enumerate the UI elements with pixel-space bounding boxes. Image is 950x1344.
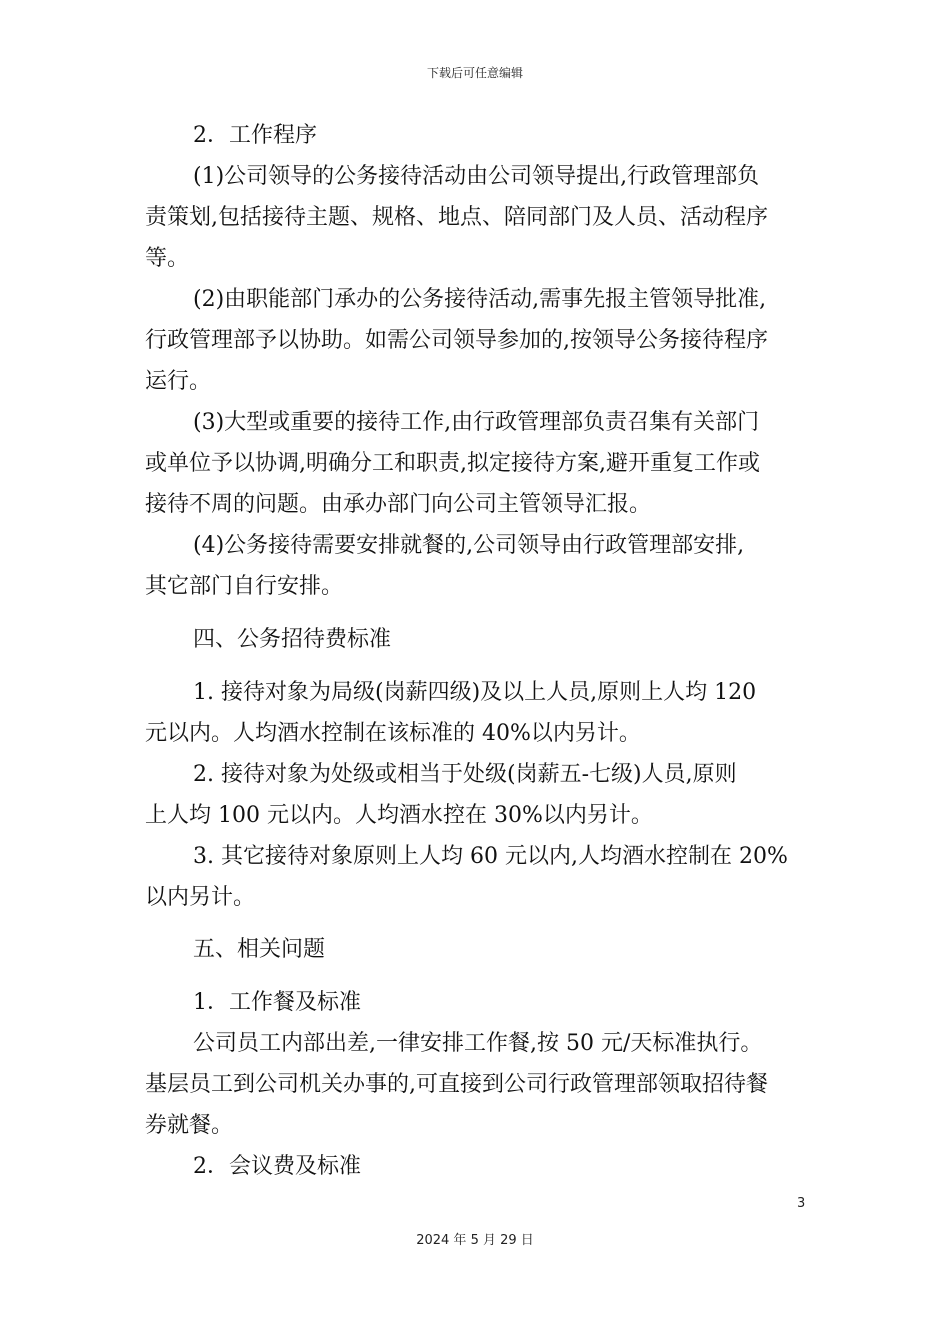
paragraph-line: (1)公司领导的公务接待活动由公司领导提出,行政管理部负 <box>193 164 760 189</box>
paragraph-line: 以内另计。 <box>145 885 256 910</box>
paragraph-line: 或单位予以协调,明确分工和职责,拟定接待方案,避开重复工作或 <box>145 451 760 476</box>
paragraph-line: 1. 接待对象为局级(岗薪四级)及以上人员,原则上人均 120 <box>193 680 757 705</box>
paragraph-line: 2. 接待对象为处级或相当于处级(岗薪五-七级)人员,原则 <box>193 762 737 787</box>
header-note: 下载后可任意编辑 <box>426 66 523 80</box>
subsection-heading: 1．工作餐及标准 <box>193 990 361 1015</box>
page-number: 3 <box>797 1196 806 1211</box>
paragraph-line: 运行。 <box>145 369 212 394</box>
paragraph-line: 券就餐。 <box>145 1113 234 1138</box>
paragraph-line: 3. 其它接待对象原则上人均 60 元以内,人均酒水控制在 20% <box>193 844 788 869</box>
paragraph-line: 等。 <box>145 246 190 271</box>
paragraph-line: (4)公务接待需要安排就餐的,公司领导由行政管理部安排, <box>193 533 745 558</box>
subsection-heading: 2．会议费及标准 <box>193 1154 361 1179</box>
section-heading: 四、公务招待费标准 <box>193 627 392 652</box>
section-heading: 五、相关问题 <box>193 937 326 962</box>
paragraph-line: 其它部门自行安排。 <box>145 574 344 599</box>
paragraph-line: 上人均 100 元以内。人均酒水控在 30%以内另计。 <box>145 803 653 828</box>
paragraph-line: 责策划,包括接待主题、规格、地点、陪同部门及人员、活动程序 <box>145 205 768 230</box>
paragraph-line: 公司员工内部出差,一律安排工作餐,按 50 元/天标准执行。 <box>193 1031 763 1056</box>
footer-date: 2024 年 5 月 29 日 <box>416 1233 534 1248</box>
paragraph-line: 行政管理部予以协助。如需公司领导参加的,按领导公务接待程序 <box>145 328 768 353</box>
paragraph-line: 元以内。人均酒水控制在该标准的 40%以内另计。 <box>145 721 641 746</box>
paragraph-line: 接待不周的问题。由承办部门向公司主管领导汇报。 <box>145 492 652 517</box>
paragraph-line: (3)大型或重要的接待工作,由行政管理部负责召集有关部门 <box>193 410 760 435</box>
paragraph-line: (2)由职能部门承办的公务接待活动,需事先报主管领导批准, <box>193 287 767 312</box>
section-heading: 2．工作程序 <box>193 123 317 148</box>
paragraph-line: 基层员工到公司机关办事的,可直接到公司行政管理部领取招待餐 <box>145 1072 768 1097</box>
